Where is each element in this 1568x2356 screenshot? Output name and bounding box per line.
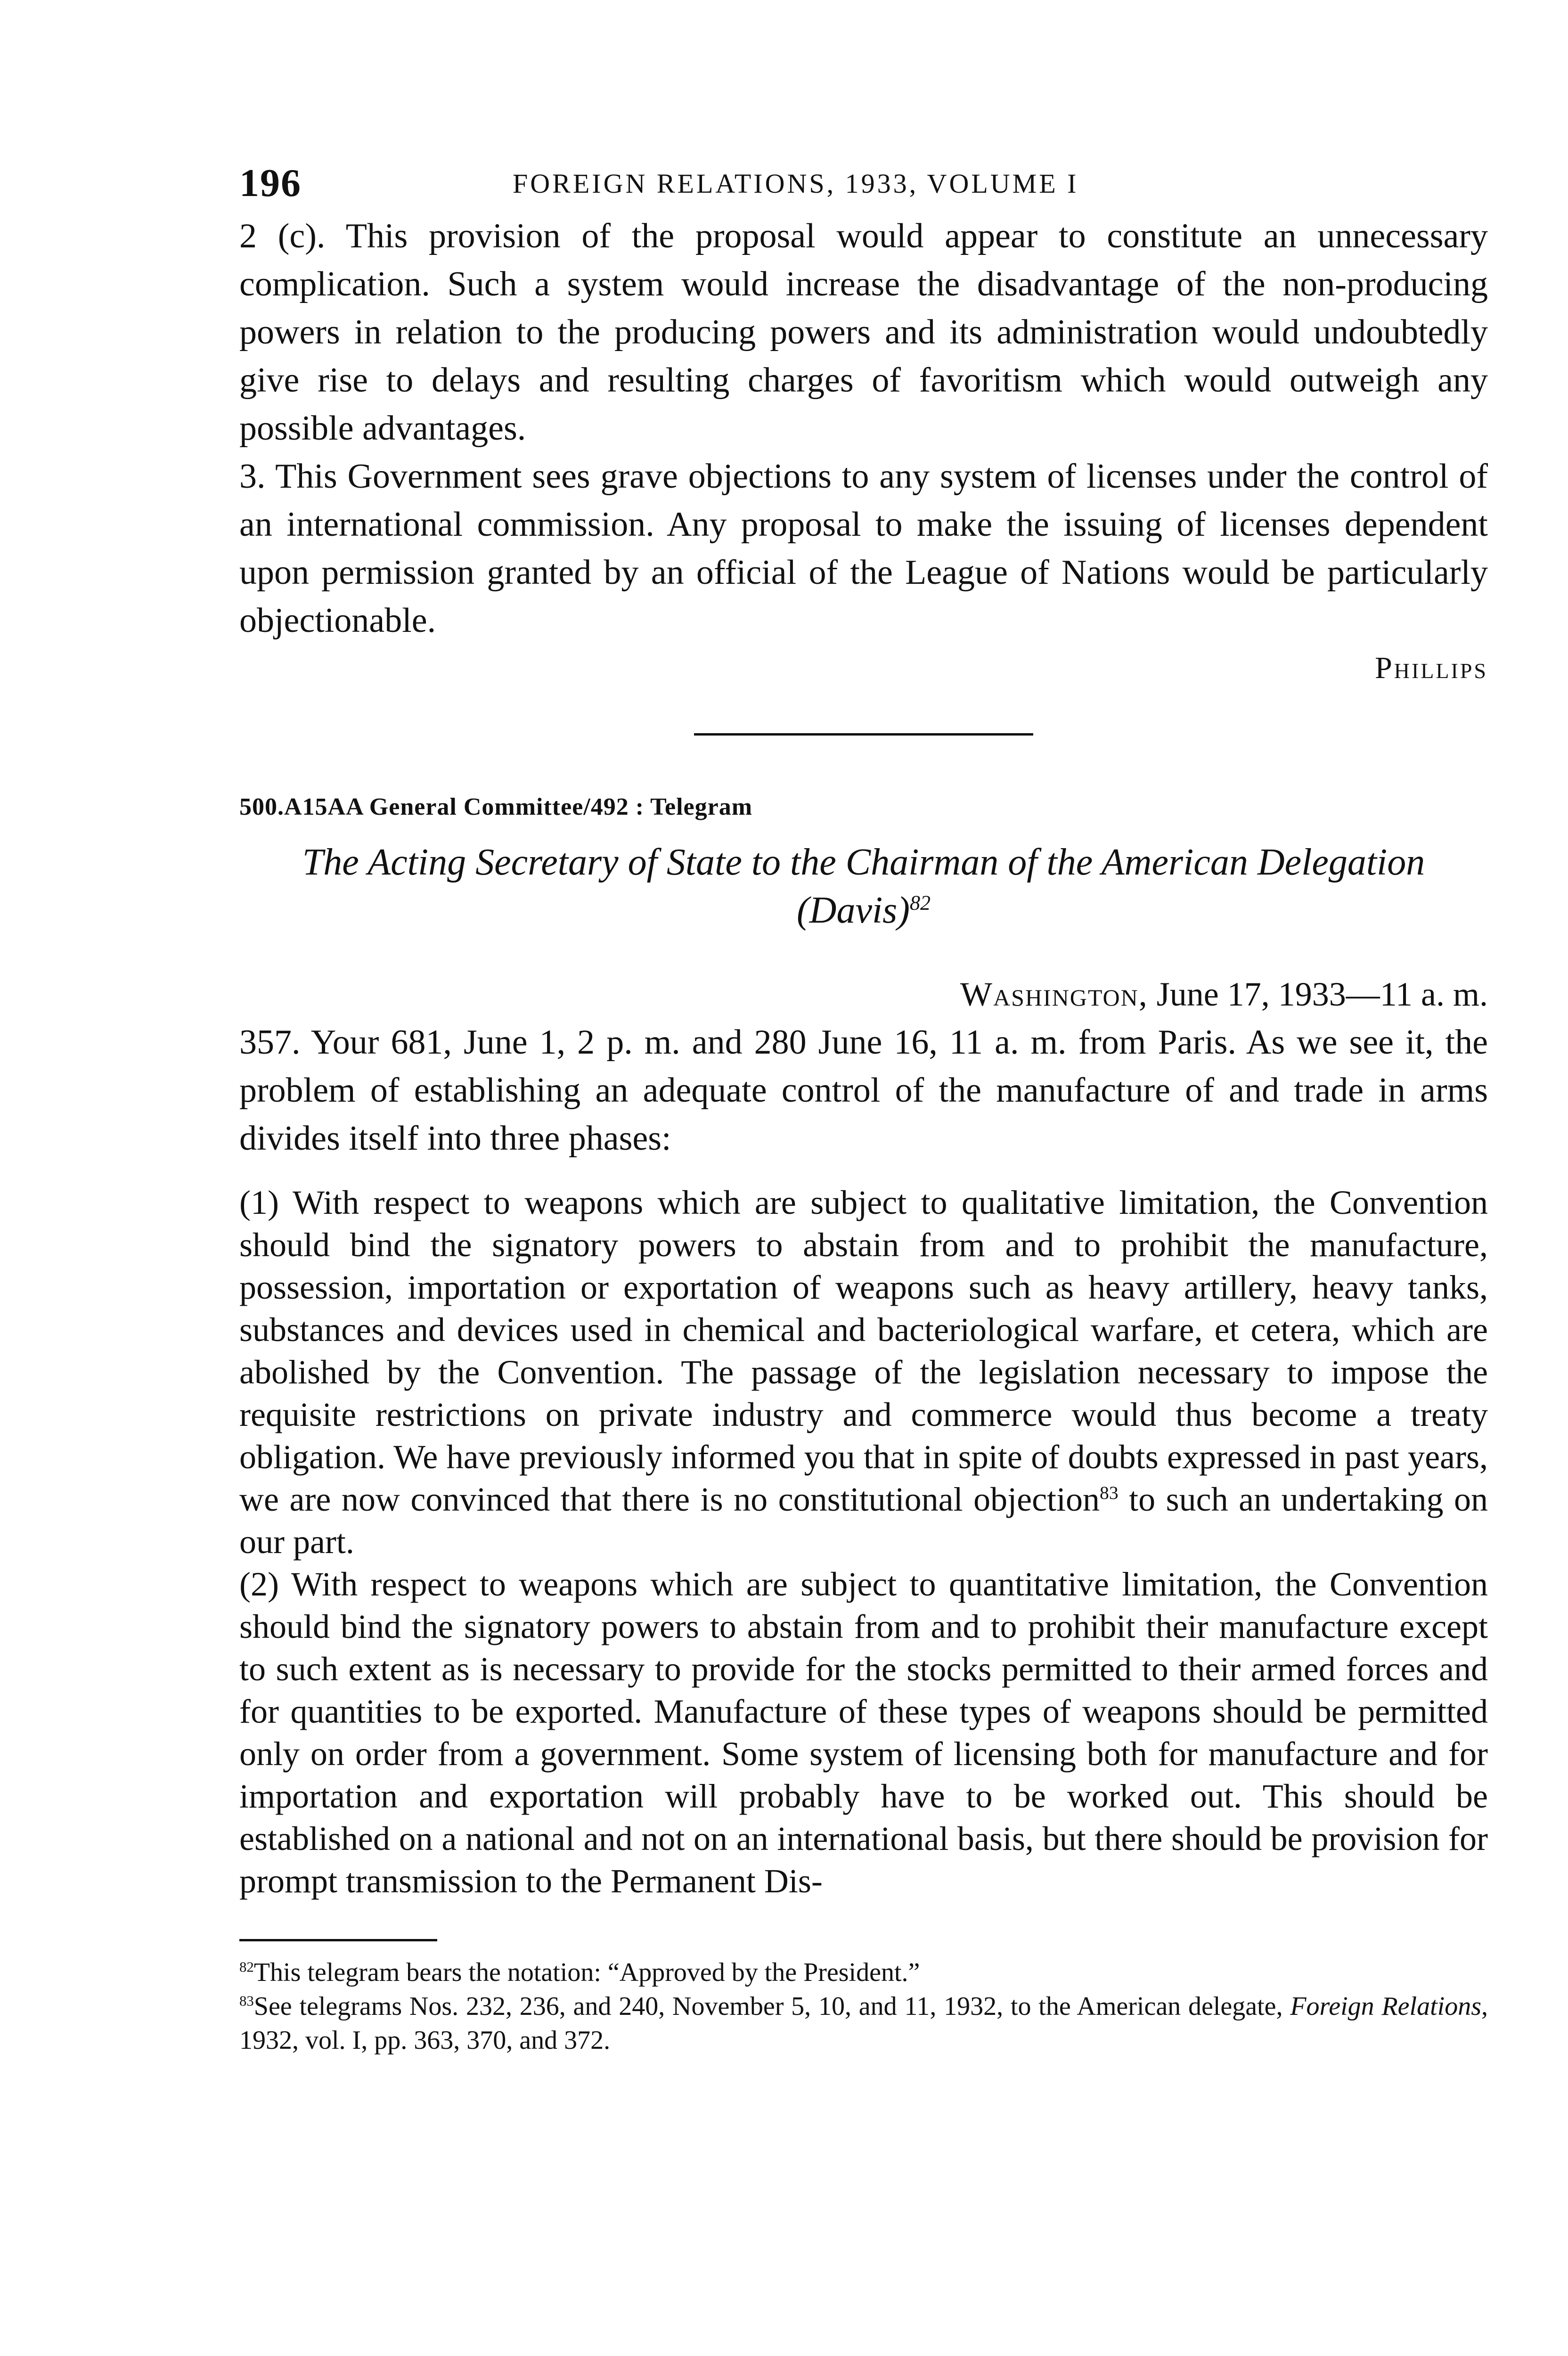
footnote-83-italic: Foreign Relations xyxy=(1290,1992,1482,2021)
footnote-83-number: 83 xyxy=(239,1993,254,2009)
paragraph-2c: 2 (c). This provision of the proposal would appear to constitute an unnecessary complication. Such a system would increase the disadvantage of the non-producing powers in relation to the producing powers and its administration would undoubtedly give rise to delays and resulting charges of favoritism which would outweigh any possible advantages. xyxy=(239,217,1488,448)
footnote-divider xyxy=(239,1939,437,1941)
dateline-date: June 17, 1933—11 a. m. xyxy=(1156,975,1488,1013)
document-title xyxy=(239,838,1488,934)
section-divider xyxy=(694,733,1033,736)
footnote-82-number: 82 xyxy=(239,1959,254,1975)
point-1 xyxy=(239,1181,1488,1563)
dateline-place: Washington, xyxy=(960,975,1148,1013)
footnote-ref-83: 83 xyxy=(1100,1482,1119,1503)
document-page xyxy=(239,160,1488,2057)
point-2: (2) With respect to weapons which are subject to quantitative limitation, the Convention should bind the signatory powers to abstain from and to prohibit their manufacture except to such extent as is necessary to provide for the stocks permitted to their armed forces and for quantities to be exported. Manufacture of these types of weapons should be permitted only on order from a government. Some system of licensing both for manufacture and for importation and exportation will probably have to be worked out. This should be established on a national and not on an international basis, but there should be provision for prompt transmission to the Permanent Dis- xyxy=(239,1565,1488,1900)
footnote-82 xyxy=(239,1955,1488,1989)
dateline xyxy=(239,970,1488,1018)
footnote-ref-82: 82 xyxy=(909,891,931,915)
footnote-83-text-end: , 1932, vol. I, pp. 363, 370, and 372. xyxy=(239,1992,1488,2055)
footnote-83-text: See telegrams Nos. 232, 236, and 240, November 5, 10, and 11, 1932, to the American delegate, xyxy=(253,1992,1283,2021)
signature: Phillips xyxy=(1375,651,1488,685)
file-reference: 500.A15AA General Committee/492 : Telegram xyxy=(239,794,753,820)
telegram-intro: 357. Your 681, June 1, 2 p. m. and 280 June 16, 11 a. m. from Paris. As we see it, the problem of establishing an adequate control of the manufacture of and trade in arms divides itself into three phases: xyxy=(239,1023,1488,1158)
page-number: 196 xyxy=(239,161,302,205)
point-1-text-end: to such an undertaking on our part. xyxy=(239,1481,1488,1561)
paragraph-gap xyxy=(239,1162,1488,1181)
footnote-83 xyxy=(239,1989,1488,2057)
running-title: FOREIGN RELATIONS, 1933, VOLUME I xyxy=(513,168,1079,199)
paragraph-3: 3. This Government sees grave objections to any system of licenses under the control of an international commission. Any proposal to make the issuing of licenses dependent upon permission granted by an official of the League of Nations would be particularly objectionable. xyxy=(239,457,1488,640)
point-1-text: (1) With respect to weapons which are subject to qualitative limitation, the Convention should bind the signatory powers to abstain from and to prohibit the manufacture, possession, importation or exportation of weapons such as heavy artillery, heavy tanks, substances and devices used in chemical and bacteriological warfare, et cetera, which are abolished by the Convention. The passage of the legislation necessary to impose the requisite restrictions on private industry and commerce would thus become a treaty obligation. We have previously informed you that in spite of doubts expressed in past years, we are now convinced that there is no constitutional objection xyxy=(239,1184,1488,1518)
page-header xyxy=(239,160,1488,212)
document-title-text: The Acting Secretary of State to the Chairman of the American Delegation (Davis) xyxy=(302,842,1425,931)
footnote-82-text: This telegram bears the notation: “Approved by the President.” xyxy=(253,1958,920,1987)
